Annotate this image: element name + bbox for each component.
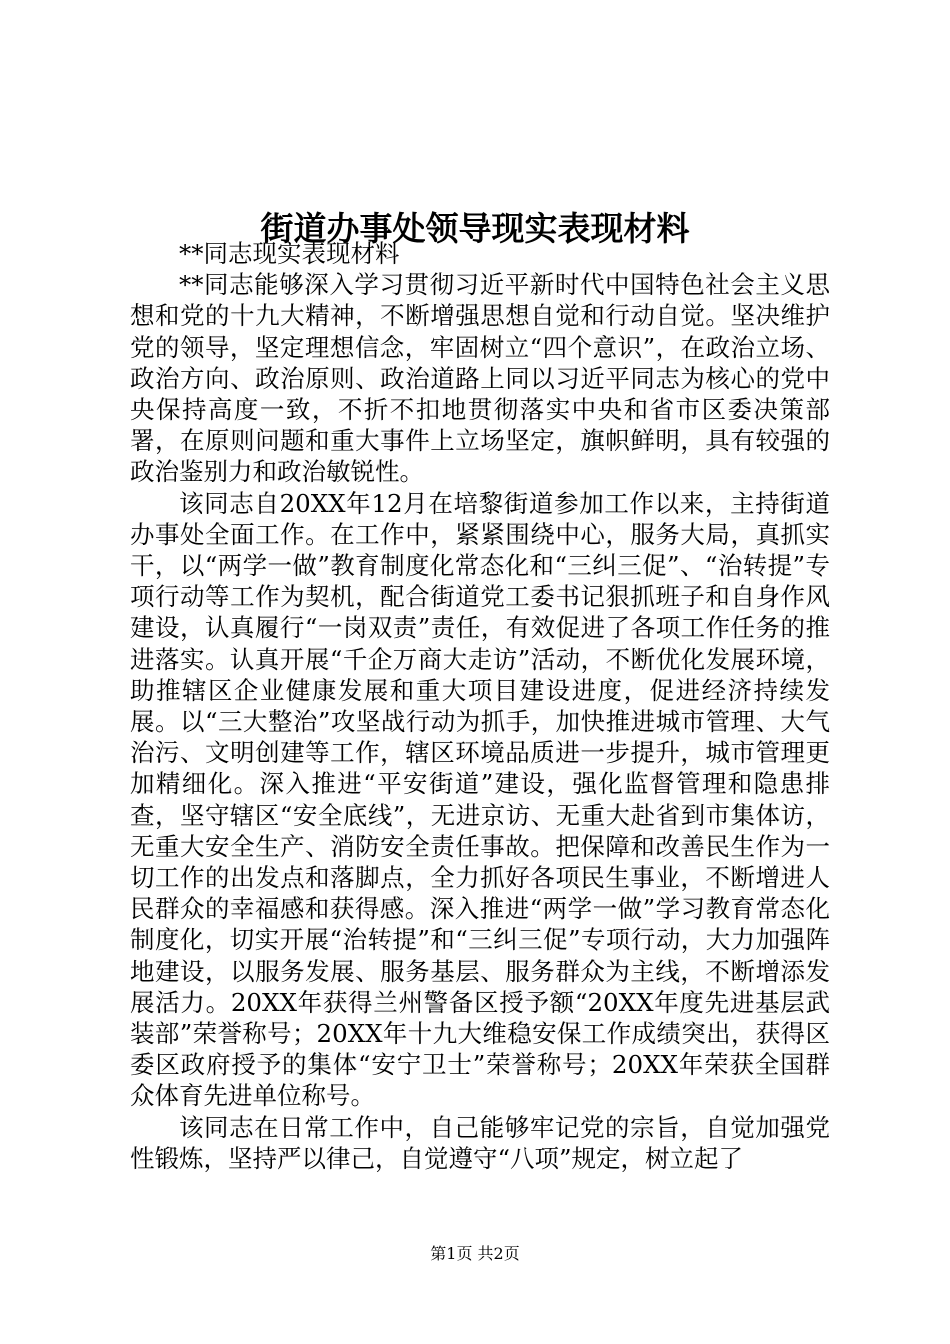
- paragraph-political-performance: **同志能够深入学习贯彻习近平新时代中国特色社会主义思想和党的十九大精神，不断增强思想自觉和行动自觉。坚决维护党的领导，坚定理想信念，牢固树立“四个意识”，在政治立场、政治方向、政治原则、政治道路上同以习近平同志为核心的党中央保持高度一致，不折不扣地贯彻落实中央和省市区委决策部署，在原则问题和重大事件上立场坚定，旗帜鲜明，具有较强的政治鉴别力和政治敏锐性。: [130, 270, 830, 487]
- paragraph-daily-conduct: 该同志在日常工作中，自己能够牢记党的宗旨，自觉加强党性锻炼，坚持严以律己，自觉遵守“八项”规定，树立起了: [130, 1112, 830, 1173]
- paragraph-subtitle: **同志现实表现材料: [179, 239, 400, 268]
- document-title: 街道办事处领导现实表现材料: [260, 209, 690, 249]
- paragraph-work-performance: 该同志自20XX年12月在培黎街道参加工作以来，主持街道办事处全面工作。在工作中，紧紧围绕中心，服务大局，真抓实干，以“两学一做”教育制度化常态化和“三纠三促”、“治转提”专项行动等工作为契机，配合街道党工委书记狠抓班子和自身作风建设，认真履行“一岗双责”责任，有效促进了各项工作任务的推进落实。认真开展“千企万商大走访”活动，不断优化发展环境，助推辖区企业健康发展和重大项目建设进度，促进经济持续发展。以“三大整治”攻坚战行动为抓手，加快推进城市管理、大气治污、文明创建等工作，辖区环境品质进一步提升，城市管理更加精细化。深入推进“平安街道”建设，强化监督管理和隐患排查，坚守辖区“安全底线”，无进京访、无重大赴省到市集体访，无重大安全生产、消防安全责任事故。把保障和改善民生作为一切工作的出发点和落脚点，全力抓好各项民生事业，不断增进人民群众的幸福感和获得感。深入推进“两学一做”学习教育常态化制度化，切实开展“治转提”和“三纠三促”专项行动，大力加强阵地建设，以服务发展、服务基层、服务群众为主线，不断增添发展活力。20XX年获得兰州警备区授予额“20XX年度先进基层武装部”荣誉称号；20XX年十九大维稳安保工作成绩突出，获得区委区政府授予的集体“安宁卫士”荣誉称号；20XX年荣获全国群众体育先进单位称号。: [130, 488, 830, 1111]
- document-body: [130, 238, 830, 1174]
- page-number-footer: 第1页 共2页: [430, 1244, 520, 1263]
